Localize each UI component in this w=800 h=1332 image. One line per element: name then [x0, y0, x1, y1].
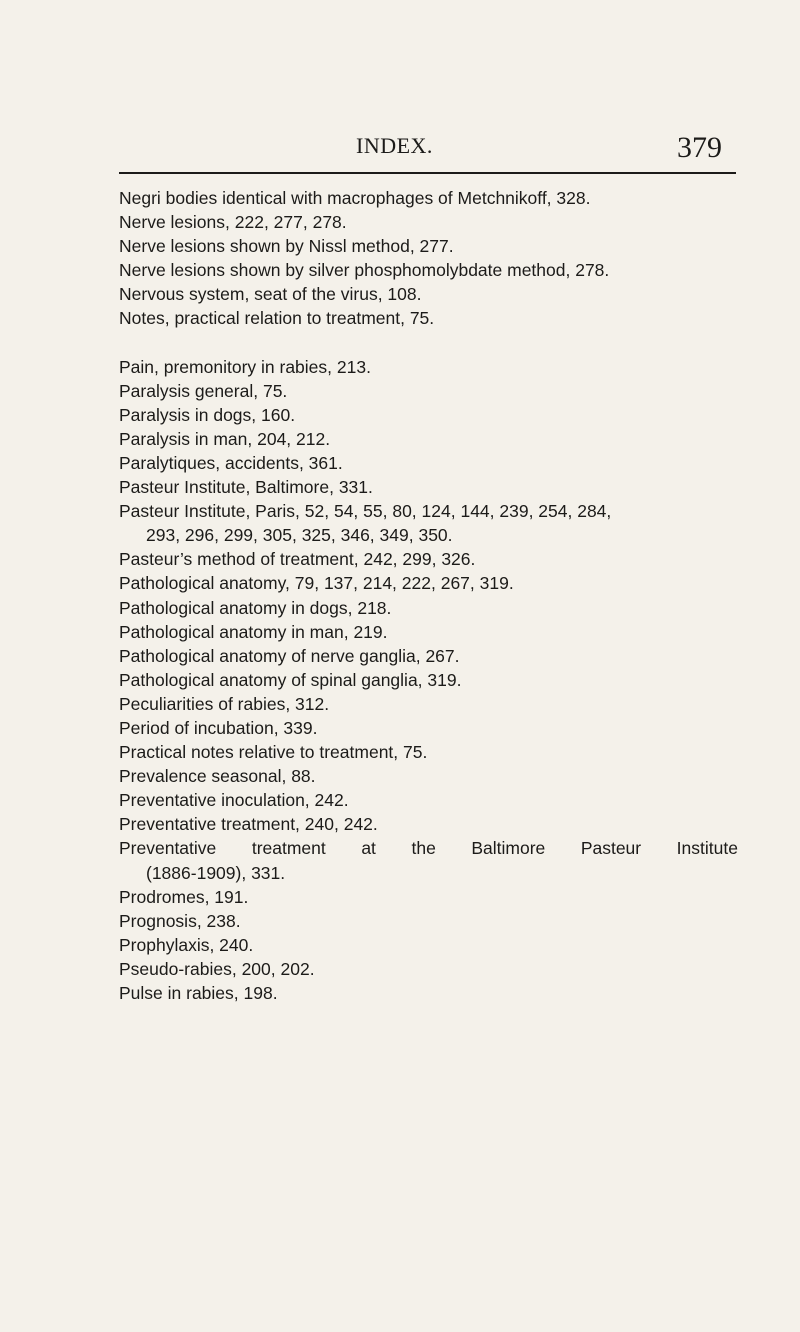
- index-entry-continuation: 293, 296, 299, 305, 325, 346, 349, 350.: [146, 525, 453, 546]
- index-entry-justified: [119, 836, 738, 860]
- index-entry: Pathological anatomy, 79, 137, 214, 222, 267, 319.: [119, 573, 514, 594]
- word: Institute: [676, 838, 738, 859]
- index-entry: Peculiarities of rabies, 312.: [119, 693, 330, 714]
- index-entry: Pseudo-rabies, 200, 202.: [119, 958, 315, 979]
- index-entry: Prodromes, 191.: [119, 886, 249, 907]
- header-rule: [119, 172, 736, 174]
- section-gap: [119, 331, 739, 355]
- index-entry: Paralytiques, accidents, 361.: [119, 452, 343, 473]
- word: treatment: [251, 838, 326, 859]
- word: at: [361, 838, 376, 859]
- index-entry: Prophylaxis, 240.: [119, 934, 254, 955]
- word: Pasteur: [580, 838, 642, 859]
- index-entry: Pasteur’s method of treatment, 242, 299, 326.: [119, 549, 476, 570]
- index-entry: Preventative treatment, 240, 242.: [119, 814, 378, 835]
- page-number: 379: [677, 131, 722, 164]
- running-header-title: INDEX.: [356, 133, 433, 158]
- index-entry: Pathological anatomy in dogs, 218.: [119, 597, 392, 618]
- index-entry: Pathological anatomy in man, 219.: [119, 621, 388, 642]
- index-entries: [119, 186, 739, 1005]
- word: the: [411, 838, 436, 859]
- index-entry: Pain, premonitory in rabies, 213.: [119, 356, 371, 377]
- index-entry: Paralysis in dogs, 160.: [119, 404, 296, 425]
- index-entry: Nerve lesions shown by silver phosphomolybdate method, 278.: [119, 260, 610, 281]
- word: Preventative: [119, 838, 217, 859]
- index-entry: Negri bodies identical with macrophages of Metchnikoff, 328.: [119, 188, 591, 208]
- index-entry: Notes, practical relation to treatment, 75.: [119, 308, 435, 329]
- word: Baltimore: [471, 838, 546, 859]
- index-entry: Prevalence seasonal, 88.: [119, 766, 316, 787]
- index-entry: Nerve lesions, 222, 277, 278.: [119, 212, 347, 233]
- index-entry: Period of incubation, 339.: [119, 717, 318, 738]
- index-entry: Paralysis in man, 204, 212.: [119, 428, 331, 449]
- index-entry: Paralysis general, 75.: [119, 380, 288, 401]
- index-entry: Pathological anatomy of spinal ganglia, 319.: [119, 669, 462, 690]
- index-entry-continuation: (1886-1909), 331.: [146, 862, 286, 883]
- index-entry: Practical notes relative to treatment, 75.: [119, 742, 428, 763]
- index-entry: Preventative inoculation, 242.: [119, 790, 349, 811]
- index-entry: Prognosis, 238.: [119, 910, 241, 931]
- index-entry: Nervous system, seat of the virus, 108.: [119, 284, 422, 305]
- index-entry: Pulse in rabies, 198.: [119, 983, 278, 1003]
- index-entry: Pasteur Institute, Paris, 52, 54, 55, 80, 124, 144, 239, 254, 284,: [119, 501, 612, 522]
- index-entry: Pathological anatomy of nerve ganglia, 267.: [119, 645, 460, 666]
- index-entry: Pasteur Institute, Baltimore, 331.: [119, 477, 373, 498]
- index-entry: Nerve lesions shown by Nissl method, 277.: [119, 236, 454, 257]
